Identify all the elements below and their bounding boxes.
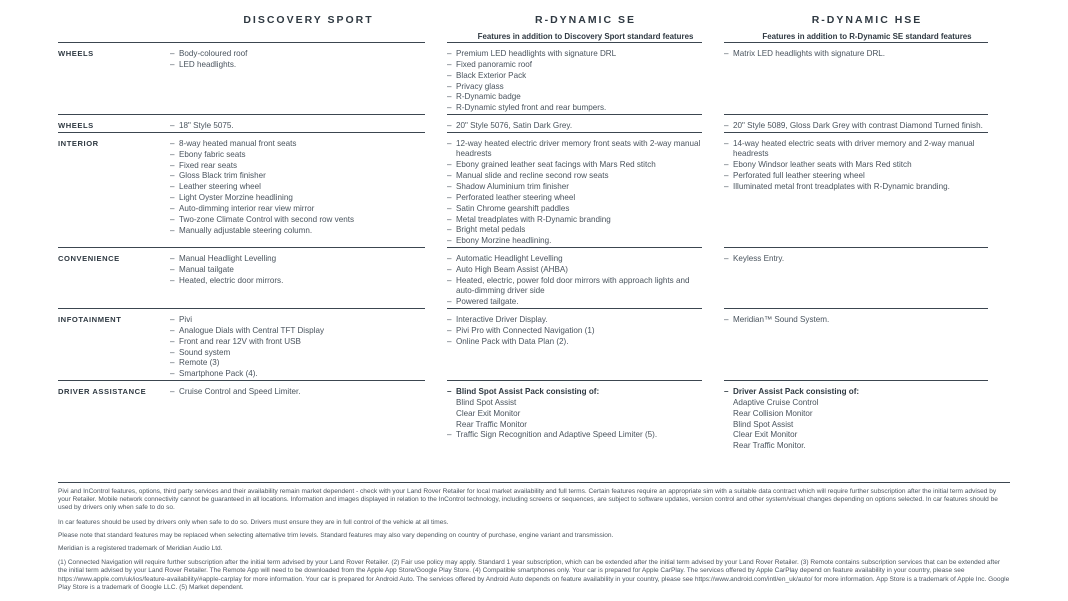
bullet-dash-icon: – <box>447 430 452 440</box>
feature-item-label: R-Dynamic badge <box>456 92 521 102</box>
bullet-dash-icon: – <box>447 225 452 235</box>
column-header-hse <box>724 14 1010 43</box>
feature-item-label: Premium LED headlights with signature DRL <box>456 49 617 58</box>
footnote-paragraph-safety: In car features should be used by drivers only when safe to do so. Drivers must ensure they are in full control of the vehicle at all times. <box>58 518 449 526</box>
feature-item-label: Metal treadplates with R-Dynamic branding <box>456 214 611 224</box>
spec-cell-hse <box>724 132 1010 193</box>
footnote-paragraph-meridian: Meridian is a registered trademark of Meridian Audio Ltd. <box>58 545 223 553</box>
feature-item <box>447 92 710 103</box>
feature-list <box>724 315 996 326</box>
spec-cell-hse <box>724 380 1010 452</box>
feature-item-label: Gloss Black trim finisher <box>179 171 266 181</box>
feature-item <box>447 82 710 93</box>
feature-item-label: Ebony Morzine headlining. <box>456 236 552 246</box>
bullet-dash-icon: – <box>170 59 175 69</box>
feature-list <box>724 139 996 193</box>
feature-item-label: Auto-dimming interior rear view mirror <box>179 203 315 213</box>
feature-item <box>724 430 996 441</box>
spec-row-label: DRIVER ASSISTANCE <box>58 387 147 397</box>
footnote-paragraph-numbered: (1) Connected Navigation will require further subscription after the initial term advised by your Land Rover Retailer. (2) Fair use policy may apply. Standard 1 year subscription, which can be extended after the initial term advised by your Land Rover Retailer. (3) Remote contains subscription services that can be extended after the initial term advised by your Land Rover Retailer. The Remote App will need to be downloaded from the Apple App Store/Google Play Store. (4) Compatible smartphones only. Your car is prepared for Apple CarPlay. The services offered by Apple CarPlay depend on feature availability in your country, please see https://www.apple.com/uk/ios/feature-availability/#apple-carplay for more information. Your car is prepared for Android Auto. The services offered by Android Auto depends on feature availability in your country, please see https://www.android.com/intl/en_uk/auto/ for more information. App Store is a trademark of Apple Inc. Google Play Store is a trademark of Google LLC. (5) Market dependent. <box>58 559 1010 591</box>
feature-list <box>447 315 710 347</box>
feature-item <box>447 160 710 171</box>
column-subtitle-hse: Features in addition to R-Dynamic SE standard features <box>762 32 972 41</box>
feature-item-label: Automatic Headlight Levelling <box>456 254 563 264</box>
bullet-dash-icon: – <box>447 314 452 324</box>
feature-item-label: Rear Traffic Monitor. <box>733 441 806 451</box>
bullet-dash-icon: – <box>170 49 175 58</box>
feature-item <box>447 265 710 276</box>
column-title-base: DISCOVERY SPORT <box>243 14 374 26</box>
spec-row-label-cell <box>58 114 170 130</box>
feature-item-label: Heated, electric, power fold door mirrors with approach lights and auto-dimming driver side <box>456 275 690 296</box>
feature-item-label: Auto High Beam Assist (AHBA) <box>456 264 569 274</box>
feature-item-label: Matrix LED headlights with signature DRL. <box>733 49 886 58</box>
bullet-dash-icon: – <box>170 314 175 324</box>
feature-item <box>170 49 433 60</box>
spec-row <box>58 42 1010 114</box>
feature-item-label: Privacy glass <box>456 81 504 91</box>
bullet-dash-icon: – <box>724 181 729 191</box>
feature-list <box>170 254 433 286</box>
spec-row-label: WHEELS <box>58 49 94 58</box>
feature-list <box>170 49 433 70</box>
feature-item <box>170 226 433 237</box>
spec-row-label: CONVENIENCE <box>58 254 120 264</box>
feature-item-label: Pivi Pro with Connected Navigation (1) <box>456 325 595 335</box>
feature-list <box>447 139 710 247</box>
feature-item-label: Perforated full leather steering wheel <box>733 171 865 181</box>
bullet-dash-icon: – <box>447 254 452 264</box>
footnote-paragraph-pivi-incontrol: Pivi and InControl features, options, third party services and their availability remain market dependent - check with your Land Rover Retailer for local market availability and full terms. Certain features require an appropriate sim with a suitable data contract which will require further subscription after the initial term advised by your Retailer. Mobile network connectivity cannot be guaranteed in all locations. Information and images displayed in relation to the InControl technology, including screens or sequences, are subject to software updates, version control and other system/visual changes depending on options selected. In car features should be used by drivers only when safe to do so. <box>58 488 998 512</box>
spec-rows <box>58 42 1010 452</box>
spec-row-label-cell <box>58 42 170 58</box>
feature-item-label: Blind Spot Assist Pack consisting of: <box>456 387 600 397</box>
bullet-dash-icon: – <box>170 369 175 379</box>
bullet-dash-icon: – <box>170 214 175 224</box>
spec-row-label-cell <box>58 247 170 263</box>
spec-row-label-cell <box>58 132 170 148</box>
footnote-paragraph-standard-features: Please note that standard features may be replaced when selecting alternative trim levels. Standard features may also vary depending on country of purchase, engine variant and transmission. <box>58 531 614 539</box>
feature-item <box>447 139 710 160</box>
spec-row <box>58 308 1010 380</box>
feature-item-label: Ebony fabric seats <box>179 149 246 159</box>
feature-item <box>724 254 996 265</box>
feature-item-label: Cruise Control and Speed Limiter. <box>179 387 301 397</box>
feature-item <box>170 150 433 161</box>
bullet-dash-icon: – <box>447 236 452 246</box>
column-subtitle-se: Features in addition to Discovery Sport standard features <box>477 32 694 41</box>
feature-item-label: Interactive Driver Display. <box>456 314 548 324</box>
bullet-dash-icon: – <box>447 181 452 191</box>
feature-item-label: 8-way heated manual front seats <box>179 138 297 148</box>
feature-item-label: Front and rear 12V with front USB <box>179 336 301 346</box>
feature-item <box>447 297 710 308</box>
feature-item <box>170 265 433 276</box>
bullet-dash-icon: – <box>447 49 452 58</box>
feature-list <box>170 139 433 236</box>
bullet-dash-icon: – <box>724 171 729 181</box>
feature-list <box>447 254 710 308</box>
feature-item <box>170 276 433 287</box>
spec-row <box>58 114 1010 132</box>
bullet-dash-icon: – <box>447 192 452 202</box>
bullet-dash-icon: – <box>170 254 175 264</box>
feature-item-label: Blind Spot Assist <box>456 397 517 407</box>
spec-row-label-cell <box>58 380 170 396</box>
spec-cell-hse <box>724 114 1010 132</box>
spec-row-label-cell <box>58 308 170 324</box>
bullet-dash-icon: – <box>170 336 175 346</box>
spec-row <box>58 132 1010 247</box>
bullet-dash-icon: – <box>170 193 175 203</box>
feature-item-label: Manual tailgate <box>179 264 234 274</box>
spec-cell-se <box>447 42 724 114</box>
feature-item <box>724 441 996 452</box>
bullet-dash-icon: – <box>170 160 175 170</box>
feature-list <box>724 121 996 132</box>
bullet-dash-icon: – <box>170 275 175 285</box>
feature-list <box>447 49 710 114</box>
feature-item <box>447 430 710 441</box>
bullet-dash-icon: – <box>447 81 452 91</box>
feature-item-label: Shadow Aluminium trim finisher <box>456 181 569 191</box>
bullet-dash-icon: – <box>170 358 175 368</box>
feature-item <box>447 326 710 337</box>
bullet-dash-icon: – <box>170 225 175 235</box>
bullet-dash-icon: – <box>724 160 729 170</box>
bullet-dash-icon: – <box>447 297 452 307</box>
feature-item <box>447 420 710 431</box>
column-header-se <box>447 14 724 43</box>
spec-cell-se <box>447 308 724 348</box>
feature-item <box>170 348 433 359</box>
feature-item <box>447 121 710 132</box>
feature-item <box>447 398 710 409</box>
feature-item-label: Keyless Entry. <box>733 254 785 264</box>
feature-item-label: 14-way heated electric seats with driver memory and 2-way manual headrests <box>733 138 975 159</box>
feature-item-label: Clear Exit Monitor <box>456 408 521 418</box>
feature-item-label: Heated, electric door mirrors. <box>179 275 284 285</box>
feature-item-label: R-Dynamic styled front and rear bumpers. <box>456 103 607 113</box>
feature-item-label: Ebony grained leather seat facings with Mars Red stitch <box>456 160 656 170</box>
column-header-base <box>170 14 447 30</box>
bullet-dash-icon: – <box>170 347 175 357</box>
feature-item <box>170 337 433 348</box>
feature-item <box>170 121 433 132</box>
feature-item <box>447 204 710 215</box>
spec-row <box>58 247 1010 308</box>
feature-item-label: Smartphone Pack (4). <box>179 369 258 379</box>
column-header-row <box>58 0 1010 42</box>
feature-item <box>447 215 710 226</box>
spec-cell-hse <box>724 247 1010 265</box>
feature-item <box>447 315 710 326</box>
feature-item-label: Fixed panoramic roof <box>456 59 533 69</box>
feature-item <box>447 171 710 182</box>
feature-item <box>724 420 996 431</box>
feature-item-label: Blind Spot Assist <box>733 419 794 429</box>
bullet-dash-icon: – <box>170 171 175 181</box>
feature-item <box>447 71 710 82</box>
feature-item <box>170 193 433 204</box>
bullet-dash-icon: – <box>724 314 729 324</box>
feature-item <box>724 49 996 60</box>
feature-item-label: 12-way heated electric driver memory front seats with 2-way manual headrests <box>456 138 701 159</box>
feature-item-label: Two-zone Climate Control with second row vents <box>179 214 354 224</box>
spec-cell-base <box>170 247 447 287</box>
feature-item-label: Perforated leather steering wheel <box>456 192 576 202</box>
feature-item-label: LED headlights. <box>179 59 237 69</box>
bullet-dash-icon: – <box>447 103 452 113</box>
bullet-dash-icon: – <box>447 325 452 335</box>
feature-list <box>724 387 996 452</box>
spec-cell-se <box>447 247 724 308</box>
bullet-dash-icon: – <box>170 264 175 274</box>
feature-list <box>724 254 996 265</box>
feature-item <box>447 103 710 114</box>
feature-item-label: Pivi <box>179 314 193 324</box>
feature-item <box>447 337 710 348</box>
bullet-dash-icon: – <box>724 254 729 264</box>
feature-item <box>447 387 710 398</box>
footnotes-section <box>58 482 1010 592</box>
column-title-hse: R-DYNAMIC HSE <box>811 14 923 26</box>
feature-item-label: Manually adjustable steering column. <box>179 225 313 235</box>
feature-list <box>170 315 433 380</box>
bullet-dash-icon: – <box>447 70 452 80</box>
feature-item-label: Illuminated metal front treadplates with R-Dynamic branding. <box>733 181 950 191</box>
feature-item <box>724 139 996 160</box>
feature-item <box>447 49 710 60</box>
feature-item-label: Remote (3) <box>179 358 220 368</box>
bullet-dash-icon: – <box>170 121 175 131</box>
bullet-dash-icon: – <box>170 203 175 213</box>
feature-item-label: 20" Style 5076, Satin Dark Grey. <box>456 121 573 131</box>
bullet-dash-icon: – <box>447 92 452 102</box>
feature-item <box>447 182 710 193</box>
spec-cell-se <box>447 114 724 132</box>
feature-item <box>447 236 710 247</box>
bullet-dash-icon: – <box>447 138 452 148</box>
feature-item-label: Driver Assist Pack consisting of: <box>733 387 860 397</box>
feature-item <box>170 215 433 226</box>
bullet-dash-icon: – <box>447 387 452 397</box>
feature-item <box>170 326 433 337</box>
feature-item-label: Adaptive Cruise Control <box>733 397 819 407</box>
feature-list <box>170 121 433 132</box>
spec-row-label: INTERIOR <box>58 138 99 148</box>
bullet-dash-icon: – <box>447 59 452 69</box>
feature-list <box>724 49 996 60</box>
feature-item-label: Rear Traffic Monitor <box>456 419 527 429</box>
spec-row <box>58 380 1010 452</box>
spec-cell-base <box>170 114 447 132</box>
feature-item-label: Sound system <box>179 347 231 357</box>
spec-cell-base <box>170 380 447 398</box>
feature-item <box>170 171 433 182</box>
feature-item-label: Meridian™ Sound System. <box>733 314 830 324</box>
feature-item <box>170 358 433 369</box>
feature-item-label: Analogue Dials with Central TFT Display <box>179 325 324 335</box>
feature-item <box>724 121 996 132</box>
feature-item <box>447 409 710 420</box>
feature-item <box>724 409 996 420</box>
feature-item-label: Rear Collision Monitor <box>733 408 813 418</box>
feature-item <box>170 254 433 265</box>
feature-item <box>724 171 996 182</box>
feature-item-label: Black Exterior Pack <box>456 70 527 80</box>
bullet-dash-icon: – <box>724 138 729 148</box>
feature-item <box>447 60 710 71</box>
spec-cell-base <box>170 308 447 380</box>
feature-item <box>170 204 433 215</box>
feature-item-label: Satin Chrome gearshift paddles <box>456 203 570 213</box>
feature-item <box>724 398 996 409</box>
feature-item <box>170 387 433 398</box>
feature-list <box>170 387 433 398</box>
feature-item-label: Bright metal pedals <box>456 225 526 235</box>
footnotes-divider <box>58 482 1010 483</box>
feature-list <box>447 121 710 132</box>
bullet-dash-icon: – <box>447 160 452 170</box>
feature-item <box>724 387 996 398</box>
feature-item <box>170 315 433 326</box>
feature-item <box>447 225 710 236</box>
feature-item-label: 20" Style 5089, Gloss Dark Grey with contrast Diamond Turned finish. <box>733 121 983 131</box>
feature-item <box>170 161 433 172</box>
feature-item <box>724 315 996 326</box>
feature-list <box>447 387 710 441</box>
bullet-dash-icon: – <box>724 49 729 58</box>
bullet-dash-icon: – <box>447 214 452 224</box>
bullet-dash-icon: – <box>170 138 175 148</box>
feature-item <box>170 139 433 150</box>
bullet-dash-icon: – <box>170 182 175 192</box>
feature-item-label: Ebony Windsor leather seats with Mars Red stitch <box>733 160 912 170</box>
feature-item-label: Manual slide and recline second row seats <box>456 171 609 181</box>
feature-item-label: Online Pack with Data Plan (2). <box>456 336 569 346</box>
feature-item <box>447 193 710 204</box>
feature-item <box>724 182 996 193</box>
feature-item <box>170 369 433 380</box>
feature-item-label: Light Oyster Morzine headlining <box>179 193 293 203</box>
feature-item <box>170 182 433 193</box>
bullet-dash-icon: – <box>170 325 175 335</box>
spec-row-label: INFOTAINMENT <box>58 314 122 324</box>
column-title-se: R-DYNAMIC SE <box>534 14 636 26</box>
feature-item-label: 18" Style 5075. <box>179 121 234 131</box>
feature-item-label: Powered tailgate. <box>456 297 519 307</box>
bullet-dash-icon: – <box>447 171 452 181</box>
feature-item <box>170 60 433 71</box>
bullet-dash-icon: – <box>447 336 452 346</box>
bullet-dash-icon: – <box>724 387 729 397</box>
feature-item-label: Leather steering wheel <box>179 182 261 192</box>
bullet-dash-icon: – <box>170 387 175 397</box>
feature-item-label: Manual Headlight Levelling <box>179 254 277 264</box>
spec-cell-base <box>170 42 447 71</box>
feature-item-label: Traffic Sign Recognition and Adaptive Speed Limiter (5). <box>456 430 658 440</box>
spec-cell-base <box>170 132 447 237</box>
feature-item-label: Body-coloured roof <box>179 49 248 58</box>
spec-row-label: WHEELS <box>58 121 94 131</box>
bullet-dash-icon: – <box>170 149 175 159</box>
feature-item <box>724 160 996 171</box>
bullet-dash-icon: – <box>447 203 452 213</box>
spec-cell-se <box>447 380 724 441</box>
bullet-dash-icon: – <box>447 121 452 131</box>
spec-cell-hse <box>724 308 1010 326</box>
bullet-dash-icon: – <box>447 264 452 274</box>
feature-item <box>447 254 710 265</box>
bullet-dash-icon: – <box>724 121 729 131</box>
feature-item-label: Clear Exit Monitor <box>733 430 798 440</box>
feature-item-label: Fixed rear seats <box>179 160 238 170</box>
bullet-dash-icon: – <box>447 275 452 285</box>
feature-item <box>447 276 710 297</box>
spec-cell-hse <box>724 42 1010 60</box>
spec-cell-se <box>447 132 724 247</box>
